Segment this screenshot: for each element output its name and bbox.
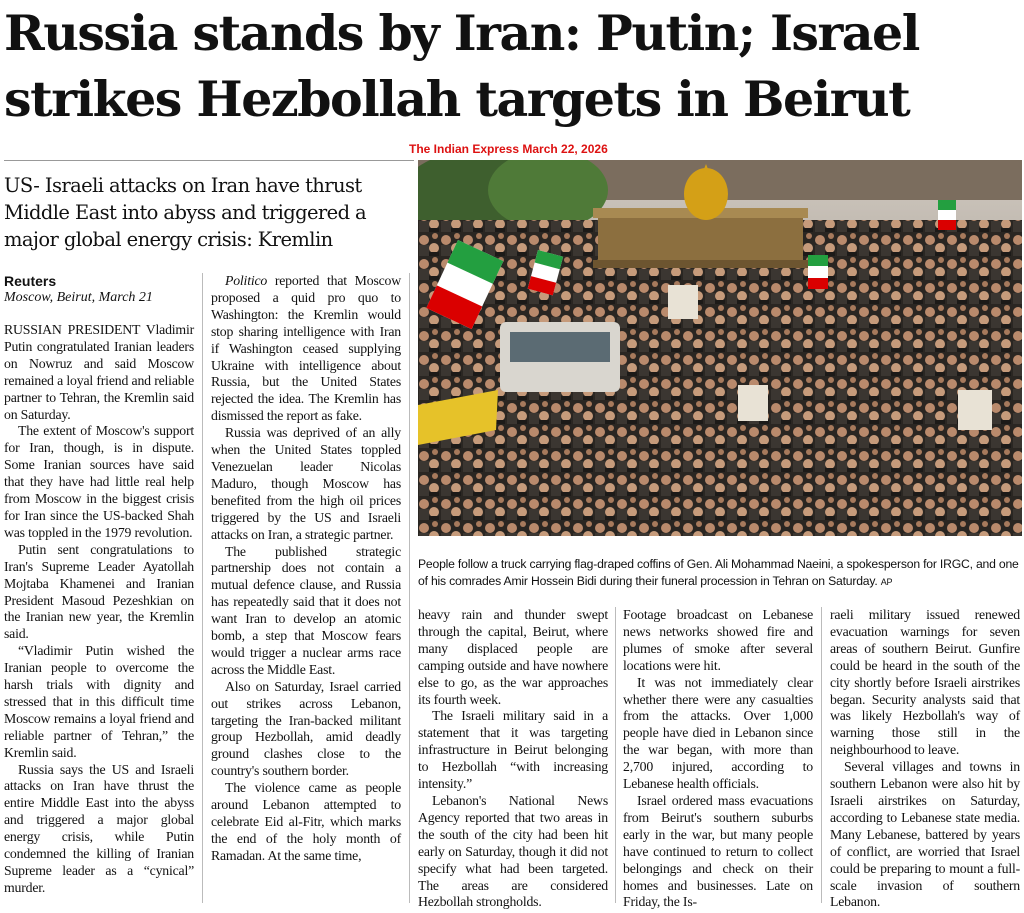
headline-line-1: Russia stands by Iran: Putin; Israel: [4, 4, 919, 62]
article-column-3: [418, 607, 608, 911]
paragraph: Footage broadcast on Lebanese news networks showed fire and plumes of smoke after several locations were hit.: [623, 607, 813, 673]
source-tag: The Indian Express March 22, 2026: [409, 142, 608, 156]
publication-name: Politico: [225, 273, 268, 288]
headline-line-2: strikes Hezbollah targets in Beirut: [4, 70, 910, 128]
photo-credit: AP: [880, 577, 893, 587]
column-divider: [615, 607, 616, 903]
deck: US- Israeli attacks on Iran have thrust Middle East into abyss and triggered a major global energy crisis: Kremlin: [4, 174, 367, 251]
article-column-1: [4, 322, 194, 897]
paragraph: [211, 273, 401, 425]
paragraph: Several villages and towns in southern Lebanon were also hit by Israeli airstrikes on Saturday, according to Lebanese state media. Many Lebanese, battered by years of conflict, are worried that Israel could be preparing to mount a full-scale invasion of southern Lebanon.: [830, 759, 1020, 910]
byline-agency: Reuters: [4, 273, 57, 289]
headline: [4, 0, 1020, 132]
article-column-4: [623, 607, 813, 911]
paragraph: The extent of Moscow's support for Iran, though, is in dispute. Some Iranian sources have said that they have had little real help from Moscow in the biggest crisis for Iran since the US-backed Shah was toppled in the 1979 revolution.: [4, 423, 194, 540]
byline-dateline: Moscow, Beirut, March 21: [4, 290, 153, 305]
photo-caption: [418, 556, 1022, 591]
paragraph: raeli military issued renewed evacuation warnings for seven areas of southern Beirut. Gunfire could be heard in the south of the city shortly before Israeli airstrikes began. Security analysts said that was likely Hezbollah's way of warning those still in the neighbourhood to leave.: [830, 607, 1020, 758]
article-column-2: [211, 273, 401, 865]
paragraph: Also on Saturday, Israel carried out strikes across Lebanon, targeting the Iran-backed militant group Hezbollah, amid deadly ground clashes close to the country's southern border.: [211, 678, 401, 779]
caption-text: People follow a truck carrying flag-draped coffins of Gen. Ali Mohammad Naeini, a spokesperson for IRGC, and one of his comrades Amir Hossein Bidi during their funeral procession in Tehran on Saturday.: [418, 557, 1019, 588]
paragraph: “Vladimir Putin wished the Iranian people to overcome the harsh trials with dignity and stressed that in this difficult time Moscow remains a loyal friend and reliable partner of Tehran,” the Kremlin said.: [4, 643, 194, 760]
paragraph: The published strategic partnership does not contain a mutual defence clause, and Russia has repeatedly said that it does not want Iran to develop an atomic bomb, a step that Moscow fears would trigger a nuclear arms race across the Middle East.: [211, 543, 401, 677]
paragraph: RUSSIAN PRESIDENT Vladimir Putin congratulated Iranian leaders on Nowruz and said Moscow remained a loyal friend and reliable partner to Tehran, the Kremlin said on Saturday.: [4, 322, 194, 422]
paragraph-text: reported that Moscow proposed a quid pro quo to Washington: the Kremlin would stop sharing intelligence with Iran if Washington ceased supplying Ukraine with intelligence about Russia, but the United States rejected the idea. The Kremlin has dismissed the report as fake.: [211, 273, 401, 424]
news-photo: [418, 160, 1022, 536]
column-divider: [202, 273, 203, 903]
paragraph: Putin sent congratulations to Iran's Supreme Leader Ayatollah Mojtaba Khamenei and Iranian President Masoud Pezeshkian on the Iranian new year, the Kremlin said.: [4, 541, 194, 642]
paragraph: Lebanon's National News Agency reported that two areas in the south of the city had been hit early on Saturday, though it did not specify what had been targeted. The areas are considered Hezbollah strongholds.: [418, 792, 608, 910]
column-divider: [409, 273, 410, 903]
funeral-procession-image: [418, 160, 1022, 536]
paragraph: heavy rain and thunder swept through the capital, Beirut, where many displaced people are camping outside and have nowhere else to go, as the war approaches its fourth week.: [418, 607, 608, 707]
paragraph: Russia was deprived of an ally when the United States toppled Venezuelan leader Nicolas Maduro, though Moscow has benefited from the high oil prices triggered by the US and Israeli attacks on Iran, a strategic partner.: [211, 425, 401, 542]
paragraph: Israel ordered mass evacuations from Beirut's southern suburbs early in the war, but many people have continued to return to collect belongings and check on their homes and businesses. Late on Friday, the Is-: [623, 792, 813, 910]
paragraph: The Israeli military said in a statement that it was targeting infrastructure in Beirut belonging to Hezbollah “with increasing intensity.”: [418, 708, 608, 792]
paragraph: It was not immediately clear whether there were any casualties from the attacks. Over 1,000 people have died in Lebanon since the war began, with more than 2,700 injured, according to Lebanese health officials.: [623, 674, 813, 792]
paragraph: The violence came as people around Lebanon attempted to celebrate Eid al-Fitr, which marks the end of the holy month of Ramadan. At the same time,: [211, 780, 401, 863]
deck-rule: [4, 160, 414, 161]
article-column-5: [830, 607, 1020, 911]
paragraph: Russia says the US and Israeli attacks on Iran have thrust the entire Middle East into the abyss and triggered a major global energy crisis, while Putin condemned the killing of Iranian Supreme leader as a “cynical” murder.: [4, 761, 194, 895]
column-divider: [821, 607, 822, 903]
